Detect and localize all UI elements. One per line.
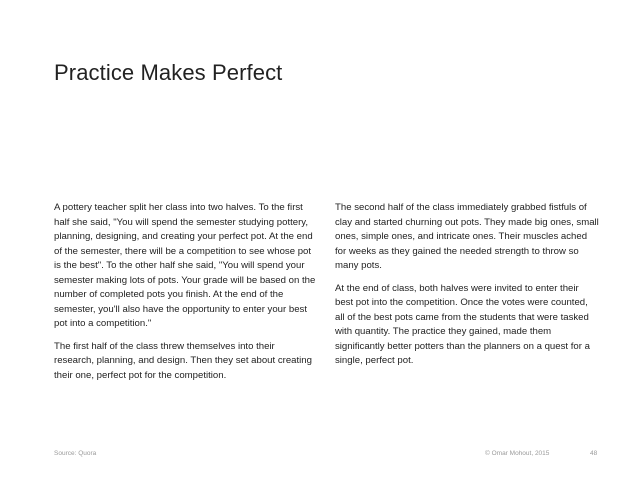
- left-paragraph-2: The first half of the class threw themselves into their research, planning, and design. Then they set about creating their one, perfect pot for the competition.: [54, 340, 312, 381]
- slide-title: Practice Makes Perfect: [54, 60, 283, 85]
- footer-copyright: © Omar Mohout, 2015: [485, 450, 550, 457]
- right-paragraph-1: The second half of the class immediately grabbed fistfuls of clay and started churning out pots. They made big ones, small ones, simple ones, and intricate ones. Their muscles ached for weeks as they gained the needed strength to throw so many pots.: [335, 202, 599, 271]
- right-paragraph-2: At the end of class, both halves were invited to enter their best pot into the competition. Once the votes were counted, all of the best pots came from the students that were tasked with quantity. The practice they gained, made them significantly better potters than the planners on a quest for a single, perfect pot.: [335, 282, 590, 366]
- left-text-column: [54, 201, 316, 391]
- right-text-column: [335, 201, 599, 377]
- left-paragraph-1: A pottery teacher split her class into two halves. To the first half she said, "You will spend the semester studying pottery, planning, designing, and creating your perfect pot. At the end of the semester, there will be a competition to see whose pot is the best". To the other half she said, "You will spend your semester making lots of pots. Your grade will be based on the number of completed pots you finish. At the end of the semester, you'll also have the opportunity to enter your best pot into a competition.": [54, 202, 316, 329]
- footer-source: Source: Quora: [54, 450, 97, 457]
- page-number: 48: [590, 450, 598, 457]
